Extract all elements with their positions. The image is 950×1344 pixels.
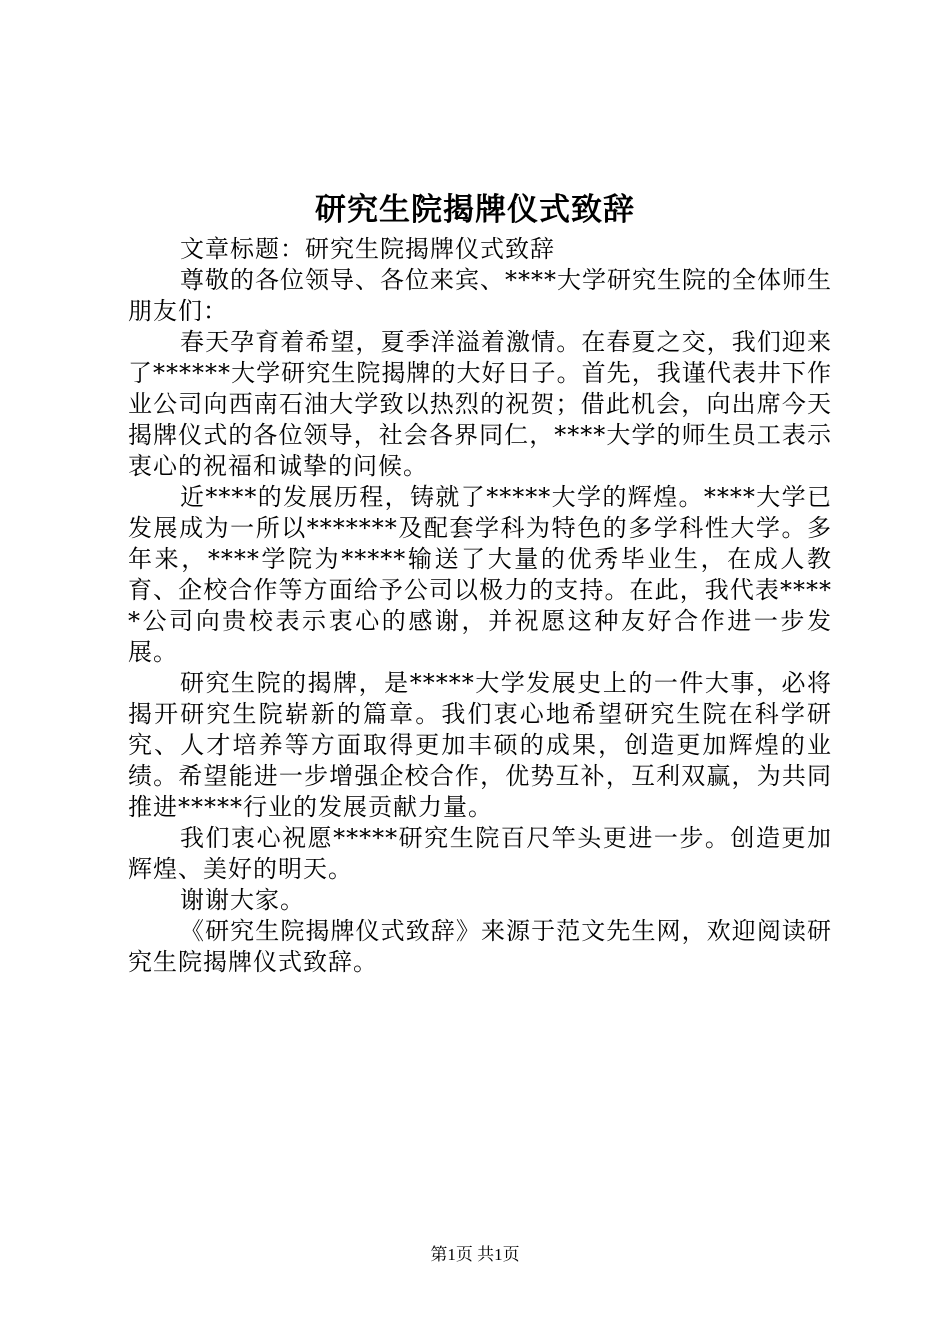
paragraph-hopes: 研究生院的揭牌，是*****大学发展史上的一件大事，必将揭开研究生院崭新的篇章。我们衷心地希望研究生院在科学研究、人才培养等方面取得更加丰硕的成果，创造更加辉煌的业绩。希望能进一步增强企校合作，优势互补，互利双赢，为共同推进*****行业的发展贡献力量。	[128, 669, 832, 821]
paragraph-article-title: 文章标题：研究生院揭牌仪式致辞	[180, 235, 555, 263]
paragraph-thanks: 谢谢大家。	[180, 886, 305, 914]
page-footer: 第1页 共1页	[430, 1245, 520, 1264]
paragraph-wishes: 我们衷心祝愿*****研究生院百尺竿头更进一步。创造更加辉煌、美好的明天。	[128, 824, 832, 883]
document-title: 研究生院揭牌仪式致辞	[315, 192, 635, 228]
paragraph-congratulations: 春天孕育着希望，夏季洋溢着激情。在春夏之交，我们迎来了******大学研究生院揭牌的大好日子。首先，我谨代表井下作业公司向西南石油大学致以热烈的祝贺；借此机会，向出席今天揭牌仪式的各位领导，社会各界同仁，****大学的师生员工表示衷心的祝福和诚挚的问候。	[128, 328, 832, 480]
paragraph-history: 近****的发展历程，铸就了*****大学的辉煌。****大学已发展成为一所以*******及配套学科为特色的多学科性大学。多年来，****学院为*****输送了大量的优秀毕业生，在成人教育、企校合作等方面给予公司以极力的支持。在此，我代表*****公司向贵校表示衷心的感谢，并祝愿这种友好合作进一步发展。	[128, 483, 832, 666]
paragraph-salutation: 尊敬的各位领导、各位来宾、****大学研究生院的全体师生朋友们：	[128, 266, 832, 325]
paragraph-source: 《研究生院揭牌仪式致辞》来源于范文先生网，欢迎阅读研究生院揭牌仪式致辞。	[128, 917, 832, 976]
document-body	[128, 234, 832, 978]
